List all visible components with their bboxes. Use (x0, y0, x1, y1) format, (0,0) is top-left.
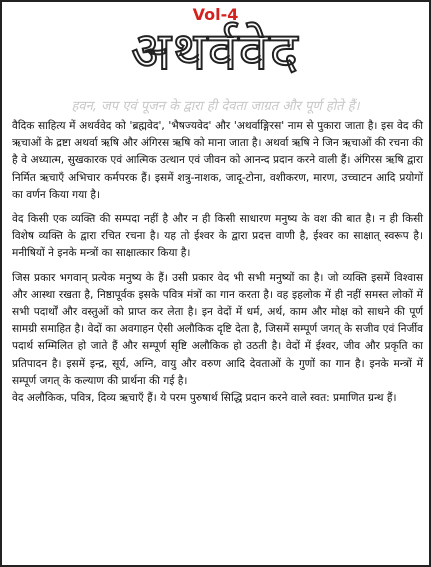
volume-label: Vol-4 (192, 5, 239, 24)
page-title: अथर्ववेद (131, 22, 300, 82)
body-text (12, 118, 423, 407)
paragraph-2: वेद किसी एक व्यक्ति की सम्पदा नहीं है और न ही किसी साधारण मनुष्य के वश की बात है। न ही किसी विशेष व्यक्ति के द्वारा रचित रचना है। यह तो ईश्वर के द्वारा प्रदत्त वाणी है, ईश्वर का साक्षात् स्वरूप है। मनीषियों ने इनके मन्त्रों का साक्षात्कार किया है। (12, 213, 423, 260)
tagline: हवन, जप एवं पूजन के द्वारा ही देवता जाग्रत और पूर्ण होते हैं। (71, 99, 360, 114)
paragraph-1: वैदिक साहित्य में अथर्ववेद को 'ब्रह्मवेद', 'भैषज्यवेद' और 'अथर्वाङ्गिरस' नाम से पुकारा जाता है। इस वेद की ऋचाओं के द्रष्टा अथर्वा ऋषि और अंगिरस ऋषि को माना जाता है। अथर्वा ऋषि ने जिन ऋचाओं की रचना की है वे अध्यात्म, सुखकारक एवं आत्मिक उत्थान एवं जीवन को आनन्द प्रदान करने वाली हैं। अंगिरस ऋषि द्वारा निर्मित ऋचाएँ अभिचार कर्मपरक हैं। इसमें शत्रु-नाशक, जादू-टोना, वशीकरण, मारण, उच्चाटन आदि प्रयोगों का वर्णन किया गया है। (12, 120, 423, 201)
paragraph-3: जिस प्रकार भगवान् प्रत्येक मनुष्य के हैं। उसी प्रकार वेद भी सभी मनुष्यों का है। जो व्यक्ति इसमें विश्वास और आस्था रखता है, निष्ठापूर्वक इसके पवित्र मंत्रों का गान करता है। वह इहलोक में ही नहीं समस्त लोकों में सभी पदार्थों और वस्तुओं को प्राप्त कर लेता है। इन वेदों में धर्म, अर्थ, काम और मोक्ष को साधने की पूर्ण सामग्री समाहित है। वेदों का अवगाहन ऐसी अलौकिक दृष्टि देता है, जिसमें सम्पूर्ण जगत् के सजीव एवं निर्जीव पदार्थ सम्मिलित हो जाते हैं और सम्पूर्ण सृष्टि अलौकिक हो उठती है। वेदों में ईश्वर, जीव और प्रकृति का प्रतिपादन है। इसमें इन्द्र, सूर्य, अग्नि, वायु और वरुण आदि देवताओं के गुणों का गान है। इनके मन्त्रों में सम्पूर्ण जगत् के कल्याण की प्रार्थना की गई है। (12, 271, 423, 387)
paragraph-4: वेद अलौकिक, पवित्र, दिव्य ऋचाएँ हैं। ये परम पुरुषार्थ सिद्धि प्रदान करने वाले स्वत: प्रमाणित ग्रन्थ हैं। (12, 392, 397, 405)
